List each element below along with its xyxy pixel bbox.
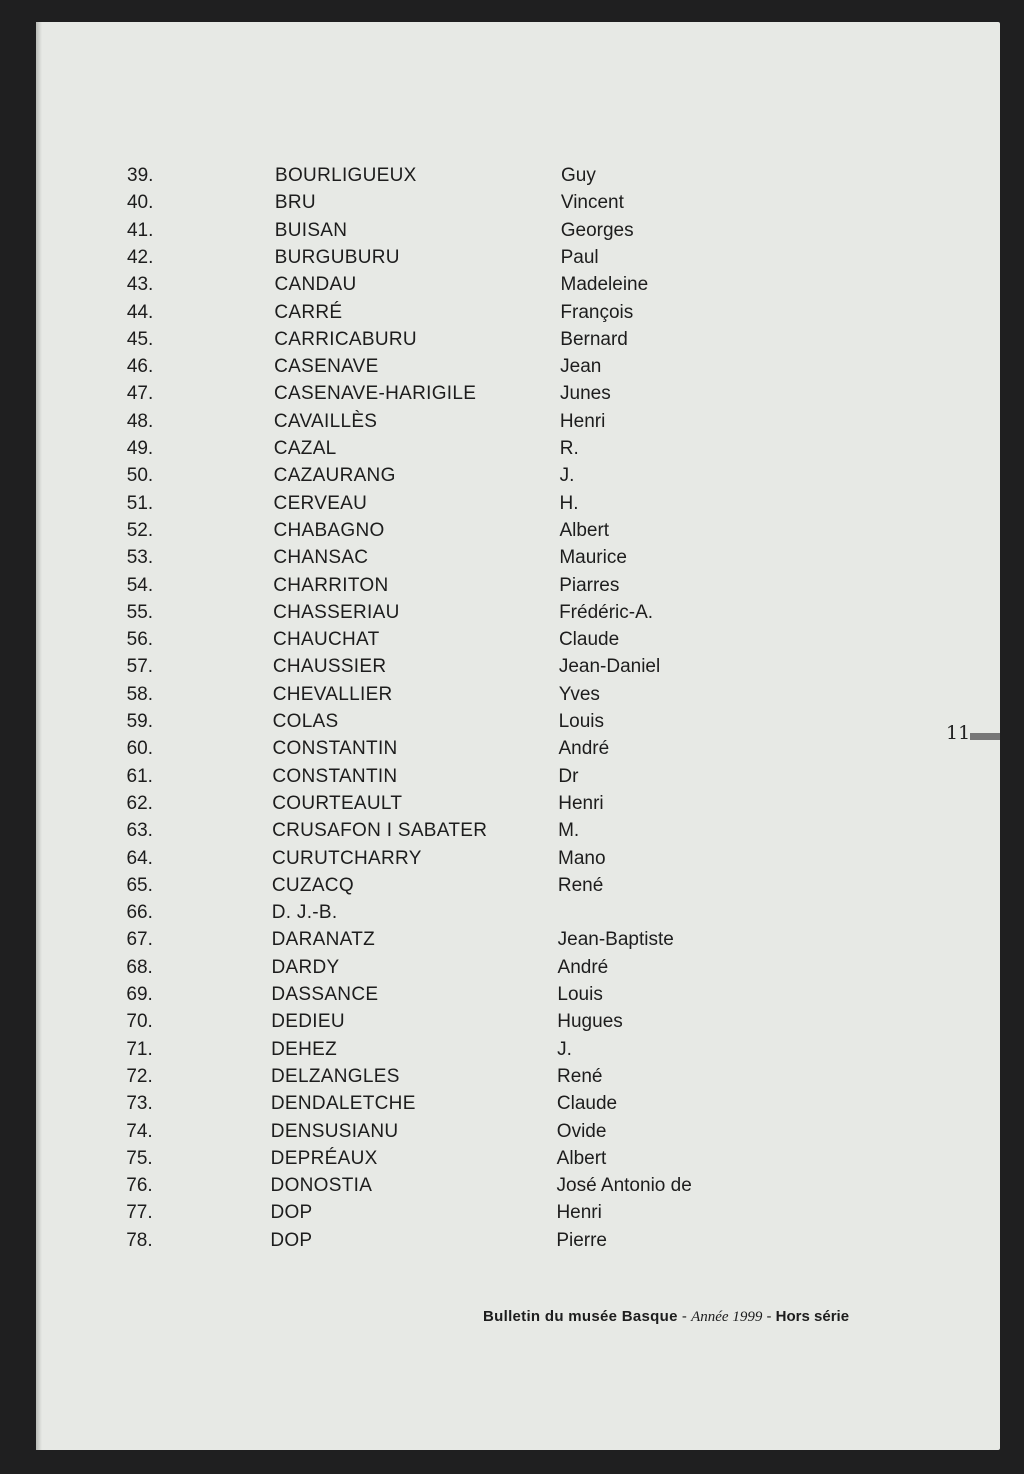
entry-number: 77. bbox=[126, 1202, 153, 1224]
entry-number: 69. bbox=[126, 984, 153, 1005]
list-item bbox=[36, 1199, 936, 1226]
entry-given-name: José Antonio de bbox=[556, 1175, 692, 1197]
list-item bbox=[36, 1118, 936, 1145]
footer-separator: - bbox=[762, 1308, 776, 1325]
entry-surname: BOURLIGUEUX bbox=[275, 165, 417, 186]
entry-surname: DONOSTIA bbox=[270, 1175, 373, 1197]
entry-surname: CURUTCHARRY bbox=[272, 847, 422, 869]
entry-given-name: Maurice bbox=[559, 547, 627, 569]
entry-surname: COURTEAULT bbox=[272, 792, 403, 814]
entry-given-name: M. bbox=[558, 820, 580, 842]
entry-surname: CASENAVE bbox=[274, 356, 379, 378]
list-item bbox=[36, 763, 936, 790]
entry-surname: DARDY bbox=[271, 956, 340, 978]
footer bbox=[483, 1308, 849, 1326]
entry-surname: CAZAL bbox=[273, 438, 337, 459]
entry-given-name: Dr bbox=[558, 765, 579, 787]
entry-surname: DOP bbox=[270, 1202, 313, 1224]
list-item bbox=[36, 653, 936, 680]
list-item bbox=[36, 845, 936, 872]
entry-number: 72. bbox=[126, 1065, 153, 1087]
entry-surname: DEDIEU bbox=[271, 1011, 345, 1033]
list-item bbox=[36, 926, 936, 953]
entry-surname: DENSUSIANU bbox=[270, 1120, 399, 1142]
entry-number: 52. bbox=[126, 519, 154, 541]
list-item bbox=[36, 954, 936, 981]
list-item bbox=[36, 735, 936, 762]
entry-given-name: François bbox=[560, 301, 634, 323]
entry-given-name: Jean-Daniel bbox=[558, 656, 661, 678]
entry-surname: CARRÉ bbox=[274, 301, 343, 323]
entry-given-name: André bbox=[558, 738, 610, 760]
list-item bbox=[36, 1172, 936, 1199]
entry-number: 41. bbox=[126, 219, 154, 241]
entry-number: 71. bbox=[126, 1038, 153, 1060]
entry-number: 43. bbox=[126, 274, 154, 296]
entry-given-name: J. bbox=[559, 465, 575, 487]
list-item bbox=[36, 162, 936, 189]
list-item bbox=[36, 681, 936, 708]
list-item bbox=[36, 435, 936, 462]
list-item bbox=[36, 708, 936, 735]
entry-number: 45. bbox=[126, 328, 154, 350]
entry-number: 64. bbox=[126, 847, 153, 869]
entry-surname: DEHEZ bbox=[271, 1038, 338, 1060]
entry-number: 73. bbox=[126, 1093, 153, 1115]
entry-number: 68. bbox=[126, 956, 153, 978]
entry-number: 66. bbox=[126, 902, 153, 924]
entry-given-name: Jean-Baptiste bbox=[557, 929, 674, 951]
list-item bbox=[36, 1008, 936, 1035]
entry-surname: CASENAVE-HARIGILE bbox=[274, 383, 477, 405]
entry-surname: DARANATZ bbox=[271, 929, 376, 951]
entry-surname: CHAUSSIER bbox=[272, 656, 387, 678]
entry-surname: DASSANCE bbox=[271, 984, 379, 1005]
entry-number: 50. bbox=[126, 465, 154, 487]
entry-given-name: Guy bbox=[561, 165, 596, 186]
entry-number: 47. bbox=[126, 383, 154, 405]
list-item bbox=[36, 244, 936, 271]
entry-given-name: Hugues bbox=[557, 1011, 623, 1033]
list-item bbox=[36, 326, 936, 353]
entry-number: 56. bbox=[126, 629, 154, 651]
list-item bbox=[36, 899, 936, 926]
entry-number: 46. bbox=[126, 356, 154, 378]
entry-surname: CARRICABURU bbox=[274, 328, 417, 350]
entry-number: 59. bbox=[126, 711, 154, 732]
entry-surname: CONSTANTIN bbox=[272, 765, 398, 787]
list-item bbox=[36, 817, 936, 844]
list-item bbox=[36, 1036, 936, 1063]
entry-given-name: Piarres bbox=[559, 574, 620, 596]
list-item bbox=[36, 1227, 936, 1254]
entry-surname: CHAUCHAT bbox=[272, 629, 380, 651]
entry-given-name: H. bbox=[559, 492, 579, 514]
entry-given-name: Yves bbox=[558, 683, 600, 705]
entry-given-name: Frédéric-A. bbox=[559, 601, 654, 623]
entry-surname: CHANSAC bbox=[273, 547, 369, 569]
entry-number: 49. bbox=[126, 438, 154, 459]
entry-number: 76. bbox=[126, 1175, 153, 1197]
entry-number: 65. bbox=[126, 874, 153, 896]
entry-number: 53. bbox=[126, 547, 154, 569]
footer-separator: - bbox=[677, 1308, 692, 1325]
entry-number: 54. bbox=[126, 574, 154, 596]
entry-surname: CHASSERIAU bbox=[273, 601, 400, 623]
entry-surname: D. J.-B. bbox=[271, 902, 338, 924]
entry-given-name: Henri bbox=[559, 410, 606, 432]
entry-surname: CHEVALLIER bbox=[272, 683, 393, 705]
entry-number: 62. bbox=[126, 792, 153, 814]
list-item bbox=[36, 271, 936, 298]
entry-given-name: Bernard bbox=[560, 328, 628, 350]
page-marker-bar bbox=[970, 733, 1000, 740]
entry-surname: CAVAILLÈS bbox=[273, 410, 378, 432]
entry-surname: BURGUBURU bbox=[274, 246, 400, 268]
footer-series: Hors série bbox=[775, 1308, 850, 1325]
entry-given-name: J. bbox=[557, 1038, 572, 1060]
entry-given-name: Henri bbox=[558, 792, 604, 814]
footer-year: Année 1999 bbox=[691, 1309, 763, 1325]
list-item bbox=[36, 408, 936, 435]
entry-given-name: Pierre bbox=[556, 1229, 607, 1251]
entry-surname: CANDAU bbox=[274, 274, 357, 296]
entry-number: 63. bbox=[126, 820, 153, 842]
entry-number: 57. bbox=[126, 656, 154, 678]
entry-given-name: Ovide bbox=[556, 1120, 607, 1142]
entry-number: 78. bbox=[126, 1229, 153, 1251]
entry-surname: CUZACQ bbox=[271, 874, 354, 896]
entry-number: 42. bbox=[126, 246, 154, 268]
entry-given-name: Albert bbox=[559, 519, 610, 541]
list-item bbox=[36, 599, 936, 626]
entry-surname: CHARRITON bbox=[273, 574, 389, 596]
list-item bbox=[36, 1145, 936, 1172]
entry-surname: BRU bbox=[274, 192, 316, 214]
entry-surname: BUISAN bbox=[274, 219, 348, 241]
entry-surname: CHABAGNO bbox=[273, 519, 385, 541]
list-item bbox=[36, 517, 936, 544]
list-item bbox=[36, 981, 936, 1008]
entry-given-name: René bbox=[557, 1065, 603, 1087]
list-item bbox=[36, 572, 936, 599]
entry-given-name: Claude bbox=[558, 629, 620, 651]
entry-surname: DOP bbox=[270, 1229, 313, 1251]
entry-number: 39. bbox=[127, 165, 154, 186]
entry-number: 58. bbox=[126, 683, 154, 705]
list-item bbox=[36, 490, 936, 517]
list-item bbox=[36, 872, 936, 899]
entry-given-name: R. bbox=[559, 438, 579, 459]
entry-given-name: René bbox=[557, 874, 604, 896]
entry-number: 60. bbox=[126, 738, 153, 760]
entry-surname: DENDALETCHE bbox=[270, 1093, 416, 1115]
entry-surname: CERVEAU bbox=[273, 492, 368, 514]
list-item bbox=[36, 790, 936, 817]
entry-surname: CONSTANTIN bbox=[272, 738, 398, 760]
entry-given-name: Mano bbox=[558, 847, 606, 869]
entry-surname: DEPRÉAUX bbox=[270, 1147, 378, 1169]
list-item bbox=[36, 217, 936, 244]
footer-bulletin-title: Bulletin du musée Basque bbox=[483, 1308, 678, 1325]
document-page bbox=[36, 22, 1000, 1450]
list-item bbox=[36, 626, 936, 653]
list-item bbox=[36, 380, 936, 407]
entry-given-name: Louis bbox=[557, 984, 603, 1005]
page-number: 11 bbox=[946, 722, 971, 744]
list-item bbox=[36, 462, 936, 489]
entry-given-name: Madeleine bbox=[560, 274, 649, 296]
entry-given-name: Jean bbox=[560, 356, 602, 378]
entry-given-name: Georges bbox=[560, 219, 634, 241]
list-item bbox=[36, 1090, 936, 1117]
entry-given-name: Paul bbox=[560, 246, 599, 268]
entry-surname: CRUSAFON I SABATER bbox=[272, 820, 488, 842]
entry-given-name: André bbox=[557, 956, 609, 978]
entry-number: 70. bbox=[126, 1011, 153, 1033]
entry-number: 74. bbox=[126, 1120, 153, 1142]
entry-number: 67. bbox=[126, 929, 153, 951]
entry-number: 75. bbox=[126, 1147, 153, 1169]
entry-given-name: Claude bbox=[556, 1093, 618, 1115]
entry-number: 40. bbox=[126, 192, 154, 214]
entry-given-name: Henri bbox=[556, 1202, 602, 1224]
entry-given-name: Vincent bbox=[560, 192, 624, 214]
entry-given-name: Junes bbox=[560, 383, 611, 405]
entry-number: 61. bbox=[126, 765, 153, 787]
entry-given-name: Louis bbox=[558, 711, 605, 732]
entry-number: 44. bbox=[126, 301, 154, 323]
entry-surname: CAZAURANG bbox=[273, 465, 396, 487]
entry-number: 51. bbox=[126, 492, 154, 514]
list-item bbox=[36, 544, 936, 571]
entry-surname: DELZANGLES bbox=[271, 1065, 400, 1087]
list-item bbox=[36, 189, 936, 216]
entry-number: 48. bbox=[126, 410, 154, 432]
entry-surname: COLAS bbox=[272, 711, 339, 732]
entry-number: 55. bbox=[126, 601, 154, 623]
list-item bbox=[36, 1063, 936, 1090]
list-item bbox=[36, 299, 936, 326]
entry-given-name: Albert bbox=[556, 1147, 607, 1169]
list-item bbox=[36, 353, 936, 380]
